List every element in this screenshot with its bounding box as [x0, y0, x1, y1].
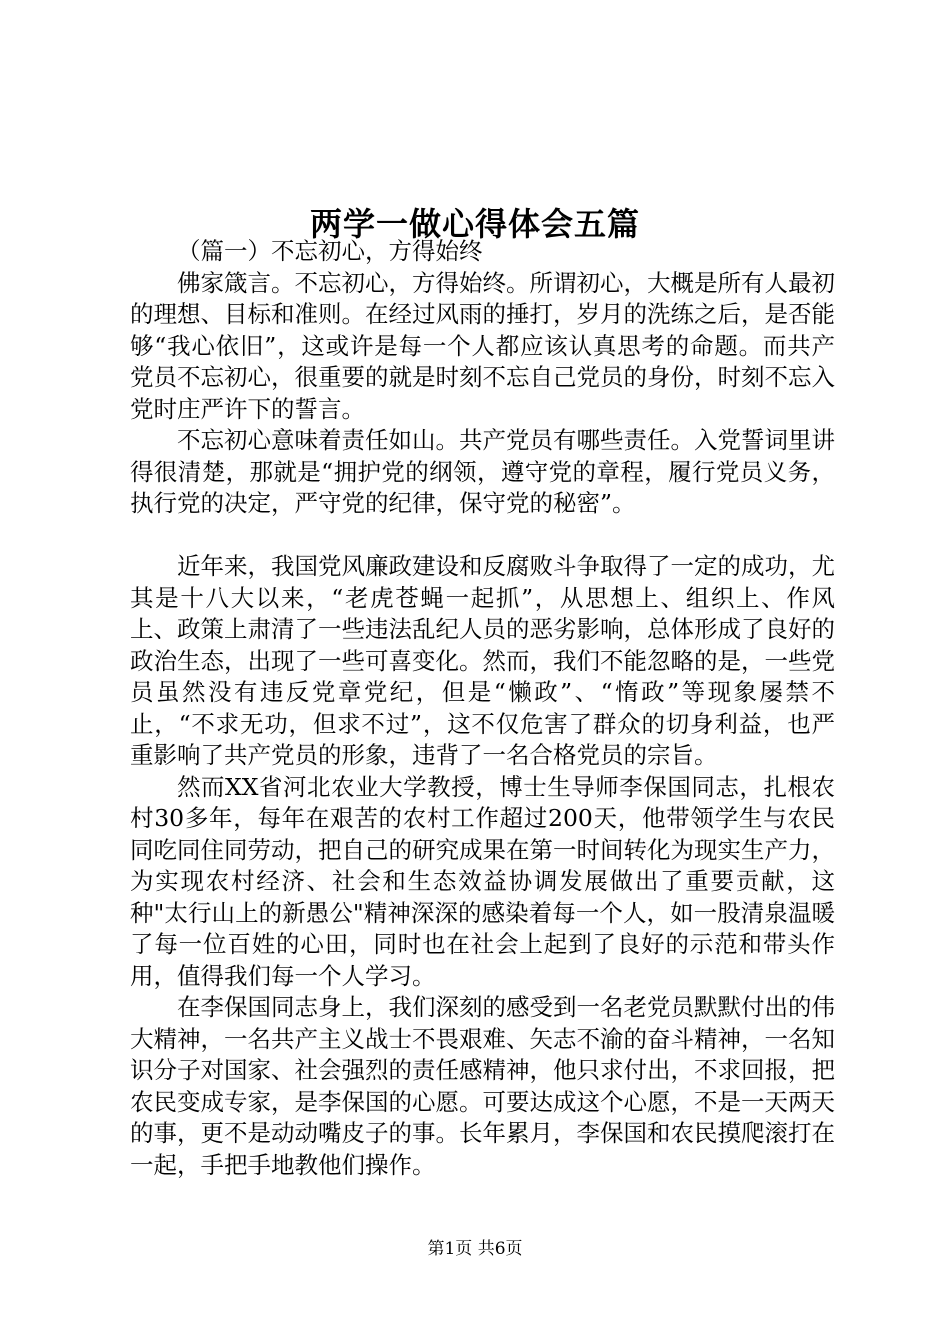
section-heading: （篇一）不忘初心，方得始终: [177, 237, 483, 265]
body-paragraph: 不忘初心意味着责任如山。共产党员有哪些责任。入党誓词里讲得很清楚，那就是“拥护党的纲领，遵守党的章程，履行党员义务，执行党的决定，严守党的纪律，保守党的秘密”。: [130, 426, 835, 517]
page-number-footer: 第1页 共6页: [427, 1239, 523, 1259]
document-title: 两学一做心得体会五篇: [309, 205, 640, 244]
document-body: [130, 236, 835, 1181]
body-paragraph: 近年来，我国党风廉政建设和反腐败斗争取得了一定的成功，尤其是十八大以来，“老虎苍蝇一起抓”，从思想上、组织上、作风上、政策上肃清了一些违法乱纪人员的恶劣影响，总体形成了良好的政治生态，出现了一些可喜变化。然而，我们不能忽略的是，一些党员虽然没有违反党章党纪，但是“懒政”、“惰政”等现象屡禁不止，“不求无功，但求不过”，这不仅危害了群众的切身利益，也严重影响了共产党员的形象，违背了一名合格党员的宗旨。: [130, 552, 835, 769]
body-paragraph: 然而XX省河北农业大学教授，博士生导师李保国同志，扎根农村30多年，每年在艰苦的农村工作超过200天，他带领学生与农民同吃同住同劳动，把自己的研究成果在第一时间转化为现实生产力，为实现农村经济、社会和生态效益协调发展做出了重要贡献，这种"太行山上的新愚公"精神深深的感染着每一个人，如一股清泉温暖了每一位百姓的心田，同时也在社会上起到了良好的示范和带头作用，值得我们每一个人学习。: [130, 772, 835, 990]
body-paragraph: 佛家箴言。不忘初心，方得始终。所谓初心，大概是所有人最初的理想、目标和准则。在经过风雨的捶打，岁月的洗练之后，是否能够“我心依旧”，这或许是每一个人都应该认真思考的命题。而共产党员不忘初心，很重要的就是时刻不忘自己党员的身份，时刻不忘入党时庄严许下的誓言。: [130, 268, 835, 423]
body-paragraph: 在李保国同志身上，我们深刻的感受到一名老党员默默付出的伟大精神，一名共产主义战士不畏艰难、矢志不渝的奋斗精神，一名知识分子对国家、社会强烈的责任感精神，他只求付出，不求回报，把农民变成专家，是李保国的心愿。可要达成这个心愿，不是一天两天的事，更不是动动嘴皮子的事。长年累月，李保国和农民摸爬滚打在一起，手把手地教他们操作。: [130, 993, 835, 1179]
